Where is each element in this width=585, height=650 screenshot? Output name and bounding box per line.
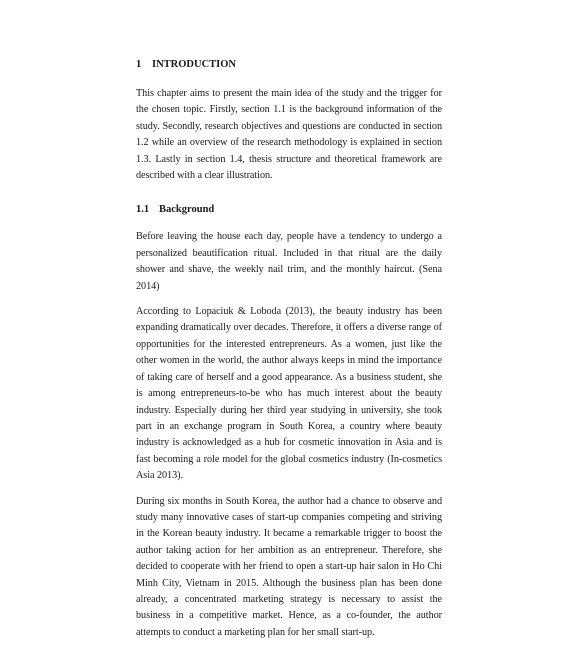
section-number: 1 [136,59,142,70]
subsection-number: 1.1 [136,204,150,216]
background-paragraph-3: During six months in South Korea, the author had a chance to observe and study many innovative cases of start-up companies competing and striving in the Korean beauty industry. It became a remarkable trigger to boost the author taking action for her ambition as an entrepreneur. Therefore, she decided to cooperate with her friend to open a start-up hair salon in Ho Chi Minh City, Vietnam in 2015. Although the business plan has been done already, a concentrated marketing strategy is necessary to assist the business in a competitive market. Hence, as a co-founder, the author attempts to conduct a marketing plan for her small start-up. [136,495,442,638]
section-heading-background [136,203,442,217]
subsection-title: Background [159,204,215,216]
document-page [136,58,442,641]
intro-paragraph: This chapter aims to present the main idea of the study and the trigger for the chosen topic. Firstly, section 1.1 is the background information of the study. Secondly, research objectives and questions are conducted in section 1.2 while an overview of the research methodology is explained in section 1.3. Lastly in section 1.4, thesis structure and theoretical framework are described with a clear illustration. [136,88,442,182]
background-paragraph-1: Before leaving the house each day, people have a tendency to undergo a personalized beautification ritual. Included in that ritual are the daily shower and shave, the weekly nail trim, and the monthly haircut. (Sena 2014) [136,231,442,292]
section-title: INTRODUCTION [152,59,237,70]
background-paragraph-2: According to Lopaciuk & Loboda (2013), the beauty industry has been expanding dramatically over decades. Therefore, it offers a diverse range of opportunities for the interested entrepreneurs. As a women, just like the other women in the world, the author always keeps in mind the importance of taking care of herself and a good appearance. As a business student, she is among entrepreneurs-to-be who has much interest about the beauty industry. Especially during her third year studying in university, she took part in an exchange program in South Korea, a country where beauty industry is acknowledged as a hub for cosmetic innovation in Asia and is fast becoming a role model for the global cosmetics industry (In-cosmetics Asia 2013). [136,306,442,482]
section-heading-introduction [136,58,442,72]
